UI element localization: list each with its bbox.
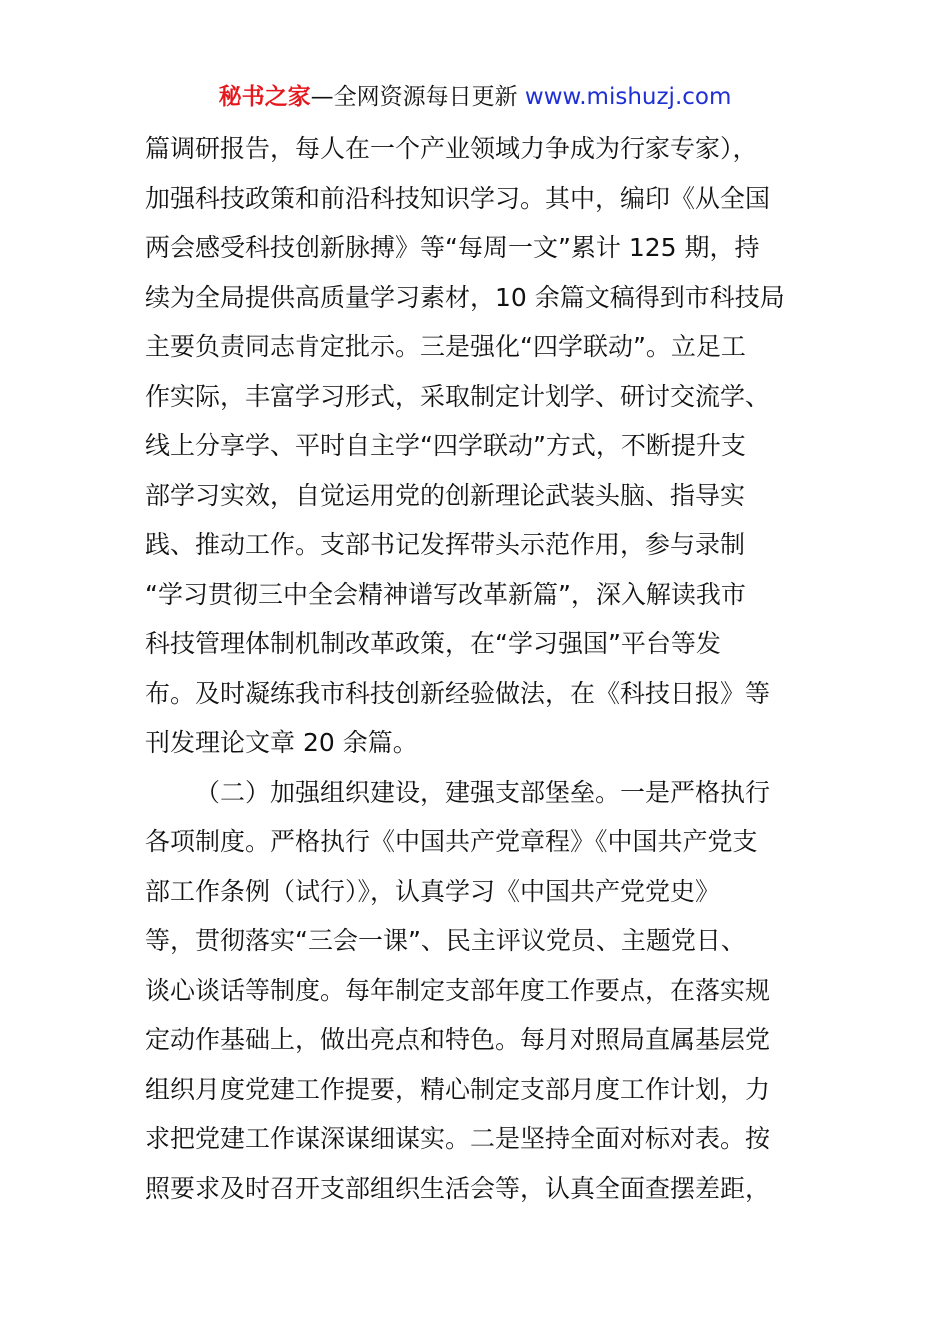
text-line: 照要求及时召开支部组织生活会等，认真全面查摆差距， xyxy=(145,1173,771,1203)
text-line: 线上分享学、平时自主学“四学联动”方式，不断提升支 xyxy=(145,431,746,460)
document-body xyxy=(145,124,810,1213)
site-header xyxy=(0,80,950,114)
text-line: 等，贯彻落实“三会一课”、民主评议党员、主题党日、 xyxy=(145,926,746,955)
text-line: 刊发理论文章 20 余篇。 xyxy=(145,728,418,757)
text-line: 求把党建工作谋深谋细谋实。二是坚持全面对标对表。按 xyxy=(145,1124,771,1153)
text-line: 谈心谈话等制度。每年制定支部年度工作要点，在落实规 xyxy=(145,975,771,1005)
site-url-link[interactable]: www.mishuzj.com xyxy=(524,84,732,110)
text-line: 主要负责同志肯定批示。三是强化“四学联动”。立足工 xyxy=(145,332,746,361)
text-line: 组织月度党建工作提要，精心制定支部月度工作计划，力 xyxy=(145,1074,771,1104)
text-line: 续为全局提供高质量学习素材，10 余篇文稿得到市科技局 xyxy=(145,282,785,312)
text-line: 两会感受科技创新脉搏》等“每周一文”累计 125 期，持 xyxy=(145,233,760,262)
text-line: 作实际，丰富学习形式，采取制定计划学、研讨交流学、 xyxy=(145,381,771,411)
text-line: 加强科技政策和前沿科技知识学习。其中，编印《从全国 xyxy=(145,183,771,213)
text-line: 科技管理体制机制改革政策，在“学习强国”平台等发 xyxy=(145,629,721,658)
section-heading-line: （二）加强组织建设，建强支部堡垒。一是严格执行 xyxy=(195,777,771,807)
text-line: 践、推动工作。支部书记发挥带头示范作用，参与录制 xyxy=(145,530,746,559)
brand-name: 秘书之家 xyxy=(218,84,311,110)
text-line: 定动作基础上，做出亮点和特色。每月对照局直属基层党 xyxy=(145,1025,771,1054)
text-line: 各项制度。严格执行《中国共产党章程》《中国共产党支 xyxy=(145,827,758,856)
text-line: 篇调研报告，每人在一个产业领域力争成为行家专家）， xyxy=(145,134,758,163)
text-line: “学习贯彻三中全会精神谱写改革新篇”，深入解读我市 xyxy=(145,579,746,609)
header-tagline: —全网资源每日更新 xyxy=(310,84,518,110)
text-line: 部工作条例（试行）》，认真学习《中国共产党党史》 xyxy=(145,876,721,906)
text-line: 部学习实效，自觉运用党的创新理论武装头脑、指导实 xyxy=(145,480,746,510)
text-line: 布。及时凝练我市科技创新经验做法，在《科技日报》等 xyxy=(145,678,771,708)
